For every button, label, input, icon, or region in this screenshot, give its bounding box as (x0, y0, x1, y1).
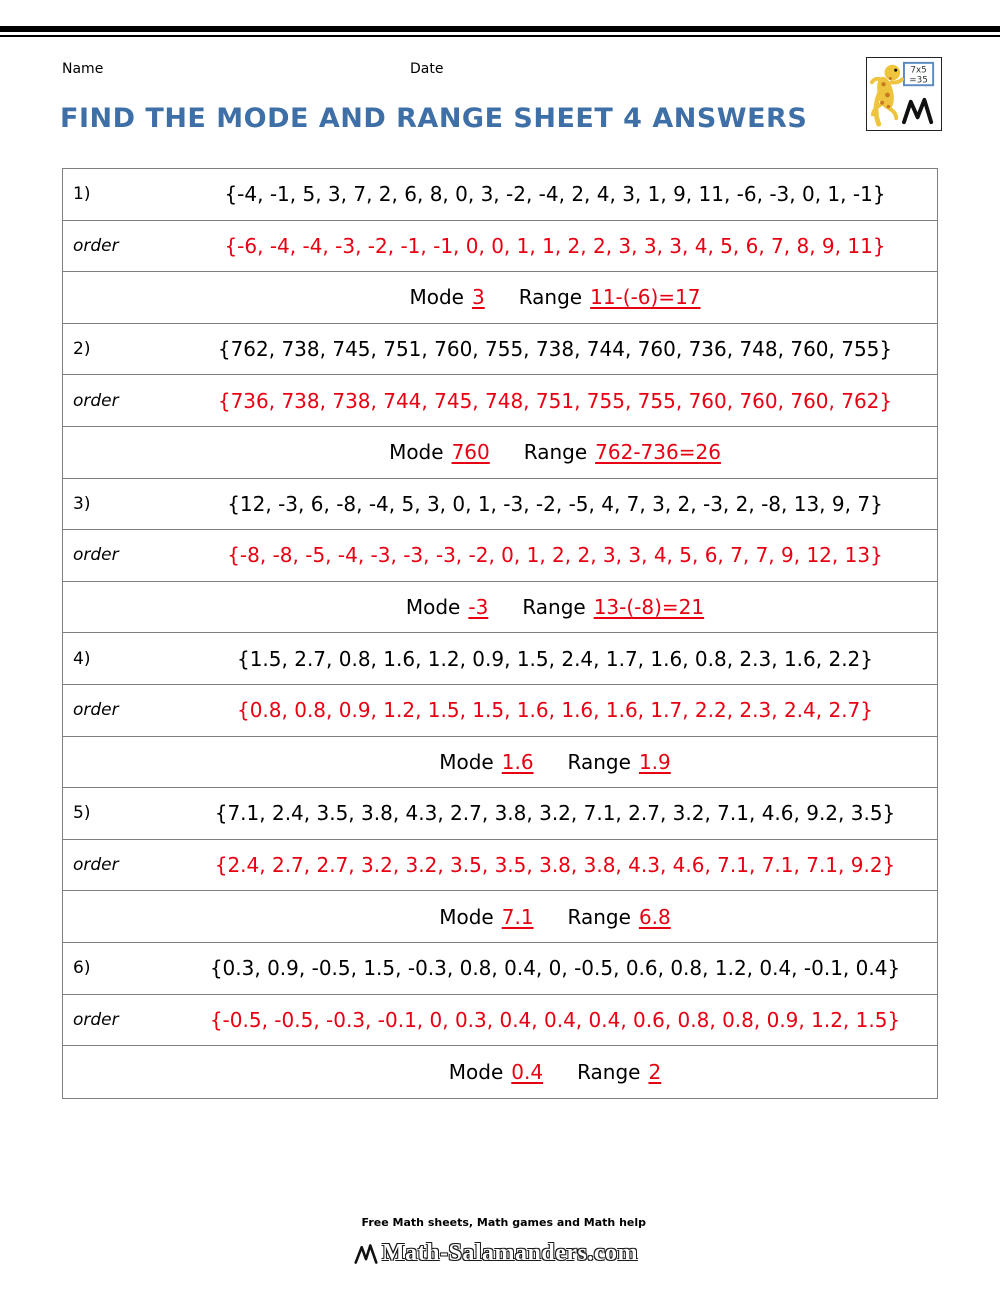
problem-number: 4) (73, 648, 91, 669)
range-value: 2 (648, 1059, 662, 1084)
range-label: Range (522, 595, 586, 620)
mode-label: Mode (448, 1059, 504, 1084)
page-title: FIND THE MODE AND RANGE SHEET 4 ANSWERS (60, 103, 808, 134)
order-label: order (73, 390, 119, 411)
footer-salamander-logo-icon (354, 1206, 355, 1238)
order-label: order (73, 700, 119, 721)
problem-set-row (63, 633, 937, 685)
ordered-set: {736, 738, 738, 744, 745, 748, 751, 755, 755, 760, 760, 760, 762} (217, 388, 893, 413)
range-value: 1.9 (638, 749, 671, 774)
answer-line (173, 750, 937, 774)
answer-line (173, 905, 937, 929)
problem-set-row (63, 169, 937, 221)
answer-line (173, 1060, 937, 1084)
problem-number: 2) (73, 339, 91, 360)
ordered-set: {-8, -8, -5, -4, -3, -3, -3, -2, 0, 1, 2, 2, 3, 3, 4, 5, 6, 7, 7, 9, 12, 13} (227, 543, 883, 568)
order-row (63, 375, 937, 427)
answer-row (63, 737, 937, 789)
order-row (63, 685, 937, 737)
problem-set-row (63, 324, 937, 376)
range-label: Range (567, 904, 631, 929)
answer-row (63, 272, 937, 324)
problem-number: 1) (73, 184, 91, 205)
order-row (63, 530, 937, 582)
order-row (63, 221, 937, 273)
answer-row (63, 582, 937, 634)
mode-label: Mode (439, 904, 494, 929)
number-set: {12, -3, 6, -8, -4, 5, 3, 0, 1, -3, -2, -5, 4, 7, 3, 2, -3, 2, -8, 13, 9, 7} (227, 491, 883, 516)
range-label: Range (567, 749, 631, 774)
range-value: 13-(-8)=21 (593, 595, 705, 620)
ordered-set: {-0.5, -0.5, -0.3, -0.1, 0, 0.3, 0.4, 0.4, 0.4, 0.6, 0.8, 0.8, 0.9, 1.2, 1.5} (209, 1007, 901, 1032)
ordered-set: {0.8, 0.8, 0.9, 1.2, 1.5, 1.5, 1.6, 1.6, 1.6, 1.7, 2.2, 2.3, 2.4, 2.7} (236, 698, 874, 723)
problem-number: 5) (73, 803, 91, 824)
ordered-set: {2.4, 2.7, 2.7, 3.2, 3.2, 3.5, 3.5, 3.8, 3.8, 4.3, 4.6, 7.1, 7.1, 7.1, 9.2} (214, 853, 896, 878)
problem-number: 6) (73, 958, 91, 979)
mode-value: 1.6 (501, 749, 534, 774)
range-value: 11-(-6)=17 (590, 285, 701, 310)
salamander-logo-icon (867, 58, 939, 128)
answer-row (63, 1046, 937, 1098)
mode-label: Mode (439, 749, 494, 774)
m-logo-icon (904, 100, 931, 122)
board-line2: =35 (909, 75, 928, 86)
mode-value: 7.1 (501, 904, 534, 929)
date-label: Date (410, 61, 444, 77)
mode-value: 0.4 (511, 1059, 544, 1084)
footer-site-name: Math-Salamanders.com (382, 1240, 638, 1266)
mode-label: Mode (389, 440, 444, 465)
mode-value: 760 (451, 440, 490, 465)
mode-value: 3 (471, 285, 485, 310)
number-set: {7.1, 2.4, 3.5, 3.8, 4.3, 2.7, 3.8, 3.2, 7.1, 2.7, 3.2, 7.1, 4.6, 9.2, 3.5} (214, 801, 896, 826)
order-label: order (73, 235, 119, 256)
number-set: {0.3, 0.9, -0.5, 1.5, -0.3, 0.8, 0.4, 0, -0.5, 0.6, 0.8, 1.2, 0.4, -0.1, 0.4} (209, 956, 901, 981)
range-value: 762-736=26 (595, 440, 721, 465)
name-label: Name (62, 61, 104, 77)
site-logo (866, 57, 942, 131)
answer-line (173, 595, 937, 619)
order-label: order (73, 855, 119, 876)
ordered-set: {-6, -4, -4, -3, -2, -1, -1, 0, 0, 1, 1, 2, 2, 3, 3, 3, 4, 5, 6, 7, 8, 9, 11} (224, 233, 886, 258)
range-label: Range (523, 440, 588, 465)
problem-set-row (63, 788, 937, 840)
footer (0, 1206, 1000, 1267)
order-row (63, 995, 937, 1047)
range-value: 6.8 (638, 904, 671, 929)
number-set: {1.5, 2.7, 0.8, 1.6, 1.2, 0.9, 1.5, 2.4, 1.7, 1.6, 0.8, 2.3, 1.6, 2.2} (236, 646, 874, 671)
problem-set-row (63, 479, 937, 531)
range-label: Range (518, 285, 583, 310)
footer-tagline: Free Math sheets, Math games and Math help (361, 1215, 646, 1229)
mode-label: Mode (409, 285, 464, 310)
order-label: order (73, 1009, 119, 1030)
problem-number: 3) (73, 493, 91, 514)
mode-label: Mode (405, 595, 461, 620)
answer-row (63, 427, 937, 479)
footer-lizard-icon (354, 1243, 378, 1265)
number-set: {-4, -1, 5, 3, 7, 2, 6, 8, 0, 3, -2, -4, 2, 4, 3, 1, 9, 11, -6, -3, 0, 1, -1} (224, 182, 886, 207)
answer-line (173, 285, 937, 309)
answer-row (63, 891, 937, 943)
top-rule-thick (0, 26, 1000, 32)
worksheet-table (62, 168, 938, 1099)
number-set: {762, 738, 745, 751, 760, 755, 738, 744, 760, 736, 748, 760, 755} (217, 337, 893, 362)
board-line1: 7x5 (910, 65, 927, 76)
order-row (63, 840, 937, 892)
problem-set-row (63, 943, 937, 995)
answer-line (173, 440, 937, 464)
range-label: Range (577, 1059, 641, 1084)
order-label: order (73, 545, 119, 566)
top-rule-thin (0, 35, 1000, 37)
mode-value: -3 (468, 595, 489, 620)
